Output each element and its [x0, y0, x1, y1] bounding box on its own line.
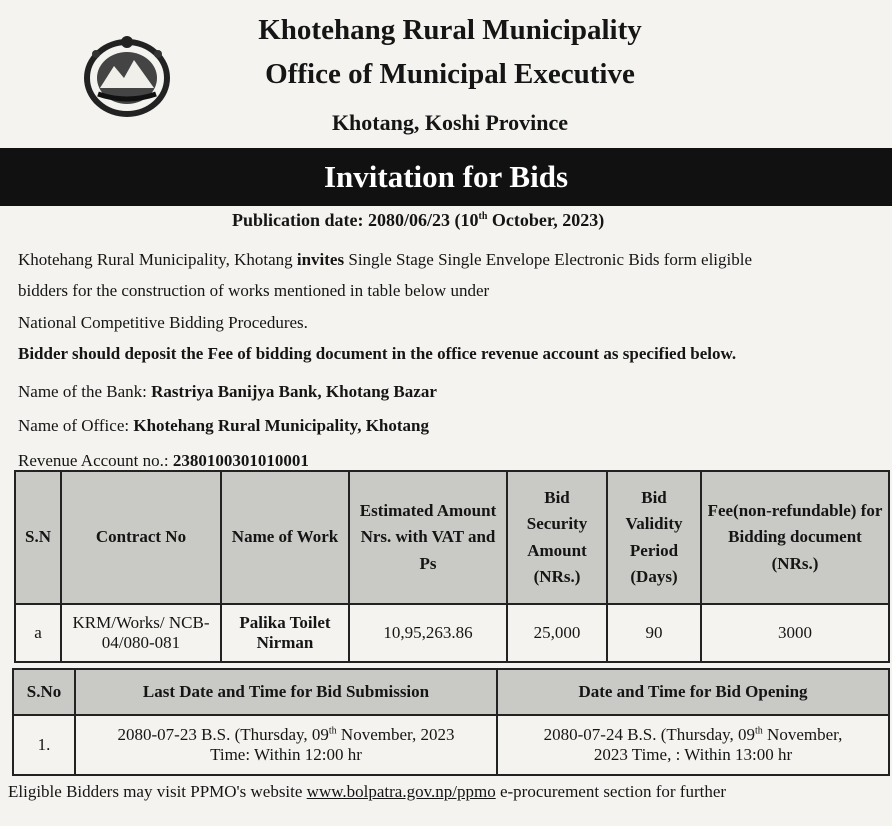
cell-name-of-work: Palika Toilet Nirman — [221, 604, 349, 662]
header-sn: S.N — [15, 471, 61, 604]
cell-submission: 2080-07-23 B.S. (Thursday, 09th November, 2023 Time: Within 12:00 hr — [75, 715, 497, 775]
cell-bid-security: 25,000 — [507, 604, 607, 662]
header-contract-no: Contract No — [61, 471, 221, 604]
footer-text: Eligible Bidders may visit PPMO's website www.bolpatra.gov.np/ppmo e-procurement section for further — [8, 782, 727, 801]
bid-table-header-row — [15, 471, 889, 604]
bank-name: Name of the Bank: Rastriya Banijya Bank, Khotang Bazar — [18, 382, 437, 401]
header-submission: Last Date and Time for Bid Submission — [75, 669, 497, 715]
ppmo-website-link[interactable]: www.bolpatra.gov.np/ppmo — [306, 782, 496, 801]
cell-bid-validity: 90 — [607, 604, 701, 662]
office-location: Khotang, Koshi Province — [331, 110, 569, 135]
municipality-emblem-icon — [78, 32, 176, 120]
publication-date: Publication date: 2080/06/23 (10th October, 2023) — [232, 210, 605, 230]
bid-dates-table — [12, 668, 890, 776]
cell-sn: a — [15, 604, 61, 662]
office-name: Office of Municipal Executive — [265, 58, 635, 90]
dates-table-header-row — [13, 669, 889, 715]
revenue-account: Revenue Account no.: 2380100301010001 — [18, 451, 309, 470]
header-opening: Date and Time for Bid Opening — [497, 669, 889, 715]
intro-line-1: Khotehang Rural Municipality, Khotang invites Single Stage Single Envelope Electronic Bids form eligible — [18, 250, 753, 269]
title-banner — [0, 148, 892, 206]
cell-fee: 3000 — [701, 604, 889, 662]
table-row — [13, 715, 889, 775]
municipality-name: Khotehang Rural Municipality — [258, 14, 642, 46]
cell-sno: 1. — [13, 715, 75, 775]
deposit-instruction: Bidder should deposit the Fee of bidding document in the office revenue account as specified below. — [18, 344, 737, 363]
header-fee: Fee(non-refundable) for Bidding document (NRs.) — [701, 471, 889, 604]
header-sno: S.No — [13, 669, 75, 715]
header-name-of-work: Name of Work — [221, 471, 349, 604]
intro-line-3: National Competitive Bidding Procedures. — [18, 313, 308, 332]
bid-details-table — [14, 470, 890, 663]
cell-contract-no: KRM/Works/ NCB- 04/080-081 — [61, 604, 221, 662]
intro-line-2: bidders for the construction of works mentioned in table below under — [18, 281, 490, 300]
notice-title: Invitation for Bids — [323, 159, 569, 194]
header-bid-validity: Bid Validity Period (Days) — [607, 471, 701, 604]
header-estimated-amount: Estimated Amount Nrs. with VAT and Ps — [349, 471, 507, 604]
cell-opening: 2080-07-24 B.S. (Thursday, 09th November, 2023 Time, : Within 13:00 hr — [497, 715, 889, 775]
table-row — [15, 604, 889, 662]
header-bid-security: Bid Security Amount (NRs.) — [507, 471, 607, 604]
office-account-name: Name of Office: Khotehang Rural Municipality, Khotang — [18, 416, 430, 435]
cell-estimated-amount: 10,95,263.86 — [349, 604, 507, 662]
